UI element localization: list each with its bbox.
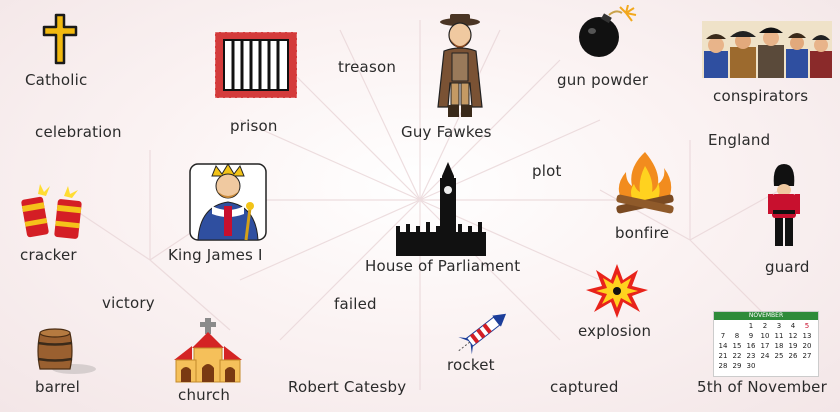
calendar-day — [772, 361, 786, 371]
word-barrel: barrel — [35, 378, 81, 396]
calendar-month: NOVEMBER — [714, 312, 818, 320]
word-guy-fawkes: Guy Fawkes — [401, 123, 492, 141]
word-church: church — [178, 386, 231, 404]
calendar-week — [716, 321, 816, 331]
calendar-day: 20 — [802, 342, 812, 350]
king-icon — [188, 162, 268, 242]
calendar-day: 7 — [720, 332, 726, 340]
calendar-day: 28 — [718, 362, 728, 370]
calendar-day: 19 — [788, 342, 798, 350]
calendar-day: 15 — [732, 342, 742, 350]
calendar-day: 13 — [802, 332, 812, 340]
word-guard: guard — [765, 258, 810, 276]
calendar-day: 30 — [746, 362, 756, 370]
calendar-day: 8 — [734, 332, 740, 340]
word-captured: captured — [550, 378, 619, 396]
word-victory: victory — [102, 294, 155, 312]
calendar-week — [716, 331, 816, 341]
calendar-day: 3 — [776, 322, 782, 330]
calendar-day: 2 — [762, 322, 768, 330]
calendar-day: 5 — [804, 322, 810, 330]
calendar-day: 11 — [774, 332, 784, 340]
word-robert-catesby: Robert Catesby — [288, 378, 407, 396]
calendar-week — [716, 341, 816, 351]
guard-icon — [764, 164, 804, 248]
word-house-of-parliament: House of Parliament — [365, 257, 521, 275]
calendar-day — [758, 361, 772, 371]
word-celebration: celebration — [35, 123, 122, 141]
calendar-day: 4 — [790, 322, 796, 330]
prison-bars-icon — [214, 31, 298, 99]
calendar-day: 18 — [774, 342, 784, 350]
calendar-day — [716, 321, 730, 331]
word-fifth-of-november: 5th of November — [697, 378, 827, 396]
calendar-week — [716, 351, 816, 361]
barrel-icon — [34, 327, 98, 375]
calendar-day: 17 — [760, 342, 770, 350]
calendar-icon — [713, 311, 819, 377]
word-prison: prison — [230, 117, 278, 135]
guy-fawkes-icon — [432, 13, 488, 119]
explosion-icon — [586, 264, 648, 318]
calendar-day — [800, 361, 814, 371]
word-king-james: King James I — [168, 246, 263, 264]
calendar-grid — [714, 320, 818, 372]
word-rocket: rocket — [447, 356, 495, 374]
word-conspirators: conspirators — [713, 87, 809, 105]
parliament-icon — [396, 162, 486, 256]
calendar-day: 9 — [748, 332, 754, 340]
church-icon — [172, 316, 244, 384]
calendar-day: 26 — [788, 352, 798, 360]
calendar-day — [786, 361, 800, 371]
word-plot: plot — [532, 162, 562, 180]
calendar-day: 21 — [718, 352, 728, 360]
word-cracker: cracker — [20, 246, 77, 264]
word-bonfire: bonfire — [615, 224, 670, 242]
calendar-day: 25 — [774, 352, 784, 360]
calendar-week — [716, 361, 816, 371]
word-treason: treason — [338, 58, 397, 76]
calendar-day: 14 — [718, 342, 728, 350]
word-explosion: explosion — [578, 322, 652, 340]
word-gun-powder: gun powder — [557, 71, 649, 89]
rocket-icon — [452, 306, 516, 356]
crackers-icon — [18, 180, 86, 240]
bonfire-icon — [612, 150, 678, 218]
cross-icon — [40, 13, 80, 65]
calendar-day — [730, 321, 744, 331]
calendar-day: 16 — [746, 342, 756, 350]
calendar-day: 27 — [802, 352, 812, 360]
word-england: England — [708, 131, 771, 149]
calendar-day: 23 — [746, 352, 756, 360]
calendar-day: 29 — [732, 362, 742, 370]
calendar-day: 12 — [788, 332, 798, 340]
calendar-day: 1 — [748, 322, 754, 330]
calendar-day: 24 — [760, 352, 770, 360]
word-failed: failed — [334, 295, 377, 313]
conspirators-picture — [702, 21, 832, 78]
calendar-day: 10 — [760, 332, 770, 340]
calendar-day: 22 — [732, 352, 742, 360]
bomb-icon — [574, 5, 638, 59]
word-catholic: Catholic — [25, 71, 88, 89]
